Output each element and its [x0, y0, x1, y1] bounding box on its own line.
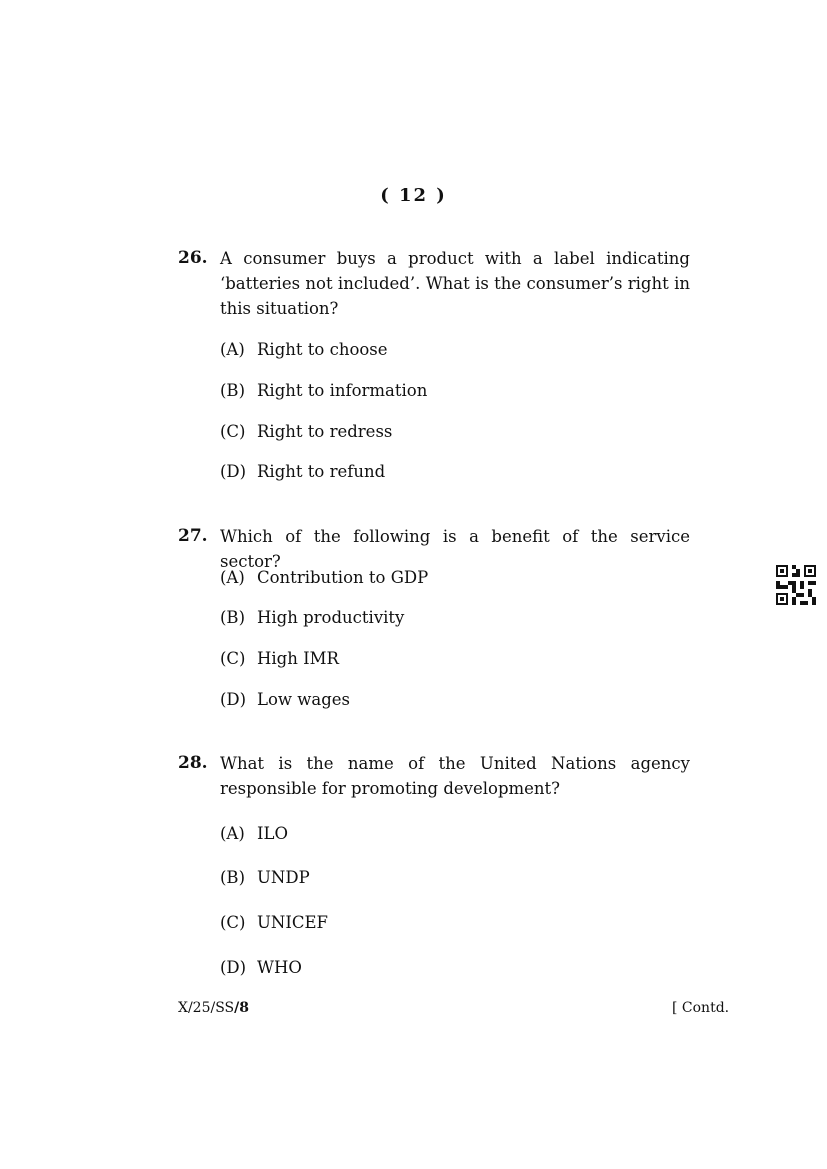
- option-text: Right to refund: [257, 462, 386, 481]
- option-letter: (C): [220, 422, 246, 441]
- paper-code-suffix: /8: [234, 1000, 250, 1016]
- option-c[interactable]: [220, 913, 328, 932]
- option-letter: (B): [220, 381, 245, 400]
- option-c[interactable]: [220, 649, 339, 668]
- option-text: WHO: [257, 958, 302, 977]
- option-text: Low wages: [257, 690, 351, 709]
- option-letter: (C): [220, 913, 246, 932]
- option-letter: (A): [220, 340, 245, 359]
- page-number: ( 12 ): [380, 185, 447, 206]
- option-letter: (B): [220, 608, 245, 627]
- question-number: 26.: [178, 248, 208, 268]
- option-text: Contribution to GDP: [257, 568, 429, 587]
- question-26: [178, 246, 690, 321]
- paper-code-prefix: X/25/SS: [178, 1000, 235, 1016]
- question-text: What is the name of the United Nations agency responsible for promoting development?: [220, 754, 690, 798]
- option-d[interactable]: [220, 462, 385, 481]
- paper-code: [178, 1000, 249, 1016]
- option-letter: (A): [220, 568, 245, 587]
- option-text: Right to information: [257, 381, 428, 400]
- option-a[interactable]: [220, 340, 388, 359]
- option-letter: (B): [220, 868, 245, 887]
- question-text: Which of the following is a benefit of the service sector?: [220, 527, 690, 571]
- contd-label: [ Contd.: [672, 1000, 730, 1016]
- option-text: Right to choose: [257, 340, 388, 359]
- option-letter: (C): [220, 649, 246, 668]
- question-number: 28.: [178, 753, 208, 773]
- option-text: High IMR: [257, 649, 339, 668]
- option-d[interactable]: [220, 958, 302, 977]
- option-text: Right to redress: [257, 422, 393, 441]
- question-number: 27.: [178, 526, 208, 546]
- option-text: ILO: [257, 824, 289, 843]
- option-letter: (A): [220, 824, 245, 843]
- option-letter: (D): [220, 462, 247, 481]
- option-c[interactable]: [220, 422, 392, 441]
- option-d[interactable]: [220, 690, 350, 709]
- option-letter: (D): [220, 690, 247, 709]
- option-letter: (D): [220, 958, 247, 977]
- option-text: High productivity: [257, 608, 405, 627]
- option-a[interactable]: [220, 568, 428, 587]
- question-28: [178, 751, 690, 801]
- option-a[interactable]: [220, 824, 288, 843]
- option-b[interactable]: [220, 381, 427, 400]
- option-b[interactable]: [220, 608, 404, 627]
- question-text: A consumer buys a product with a label indicating ‘batteries not included’. What is the consumer’s right in this situation?: [220, 249, 690, 318]
- qr-code-icon: [776, 565, 816, 605]
- option-b[interactable]: [220, 868, 310, 887]
- option-text: UNICEF: [257, 913, 328, 932]
- question-27: [178, 524, 690, 574]
- option-text: UNDP: [257, 868, 310, 887]
